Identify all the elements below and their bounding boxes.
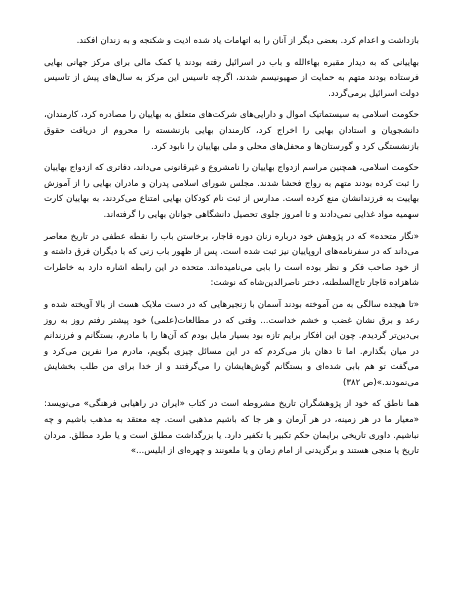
paragraph-confiscation: حکومت اسلامی به سیستماتیک اموال و دارایی‌های شرکت‌های متعلق به بهاییان را مصادره کرد، کارمندان، دانشجویان و استادان بهایی را اخراج کرد، کارمندان بهایی بازنشسته را محروم از دریافت حقوق بازنشستگی کرد و گورستان‌ها و محفل‌های محلی و ملی بهاییان را نابود کرد.	[44, 110, 419, 152]
paragraph-marriage-education: حکومت اسلامی، همچنین مراسم ازدواج بهاییان را نامشروع و غیرقانونی می‌داند، دفاتری که ازدواج بهاییان را ثبت کرده بودند متهم به رواج فحشا شدند. مجلس شورای اسلامی پدران و مادران بهایی را از آموزش بهاییت به فرزندانشان منع کرده است. مدارس از ثبت نام کودکان بهایی امتناع می‌کردند، به بهاییان کارت سهمیه مواد غذایی نمی‌دادند و تا امروز جلوی تحصیل دانشگاهی جوانان بهایی را گرفته‌اند.	[44, 163, 419, 220]
paragraph-arrests: بازداشت و اعدام کرد. بعضی دیگر از آنان را به اتهامات یاد شده اذیت و شکنجه و به زندان افکند.	[76, 36, 419, 46]
paragraph-taj-ol-saltaneh-quote: «تا هیجده سالگی به من آموخته بودند آسمان با زنجیرهایی که در دست ملایک هست از بالا آویخته شده و رعد و برق نشان غضب و خشم خداست... وقتی که در مطالعات(علمی) خود پیشتر رفتم روز به روز بی‌دین‌تر گردیدم. چون این افکار برایم تازه بود بسیار مایل بودم که آن‌ها را با مادرم، بستگانم و فرزندانم در میان بگذارم. اما تا دهان باز می‌کردم که در این مسائل چیزی بگویم، مادرم مرا نفرین می‌کرد و می‌گفت تو هم بابی شده‌ای و بستگانم گوش‌هایشان را می‌گرفتند و از خدا برای من طلب بخشایش می‌نمودند.»(ص ۳۸۲)	[44, 299, 419, 388]
document-body	[44, 34, 419, 460]
paragraph-negar-mottahedeh: «نگار متحده» که در پژوهش خود درباره زنان دوره قاجار، برخاستن باب را نقطه عطفی در تاریخ معاصر می‌داند که در سفرنامه‌های اروپاییان نیز ثبت شده است. پس از ظهور باب زنی که با دیگران فرق داشته و از خود صاحب فکر و نظر بوده است را بابی می‌نامیده‌اند. متحده در این رابطه اشاره دارد به خاطرات شاهزاده قاجار تاج‌السلطنه، دختر ناصرالدین‌شاه که نوشت:	[44, 231, 419, 289]
paragraph-zionism-accusation: بهاییانی که به دیدار مقبره بهاءالله و باب در اسرائیل رفته بودند یا کمک مالی برای مرکز جهانی بهایی فرستاده بودند متهم به حمایت از صهیونیسم شدند، اگرچه تاسیس این مرکز به سال‌های پیش از تاسیس دولت اسرائیل برمی‌گردد.	[44, 57, 419, 99]
paragraph-homa-nategh-quote: هما ناطق که خود از پژوهشگران تاریخ مشروطه است در کتاب «ایران در راهیابی فرهنگی» می‌نویسد: «معیار ما در هر زمینه، در هر آرمان و هر جا که باشیم مذهبی است. چه معتقد به مذهب باشیم و چه نباشیم. داوری تاریخی برایمان حکم تکبیر یا تکفیر دارد. یا بزرگداشت مطلق است و یا طرد مطلق. مردان تاریخ یا منجی هستند و برگزیدنی از امام زمان و یا ملعونند و چهره‌ای از ابلیس...»	[44, 399, 419, 457]
